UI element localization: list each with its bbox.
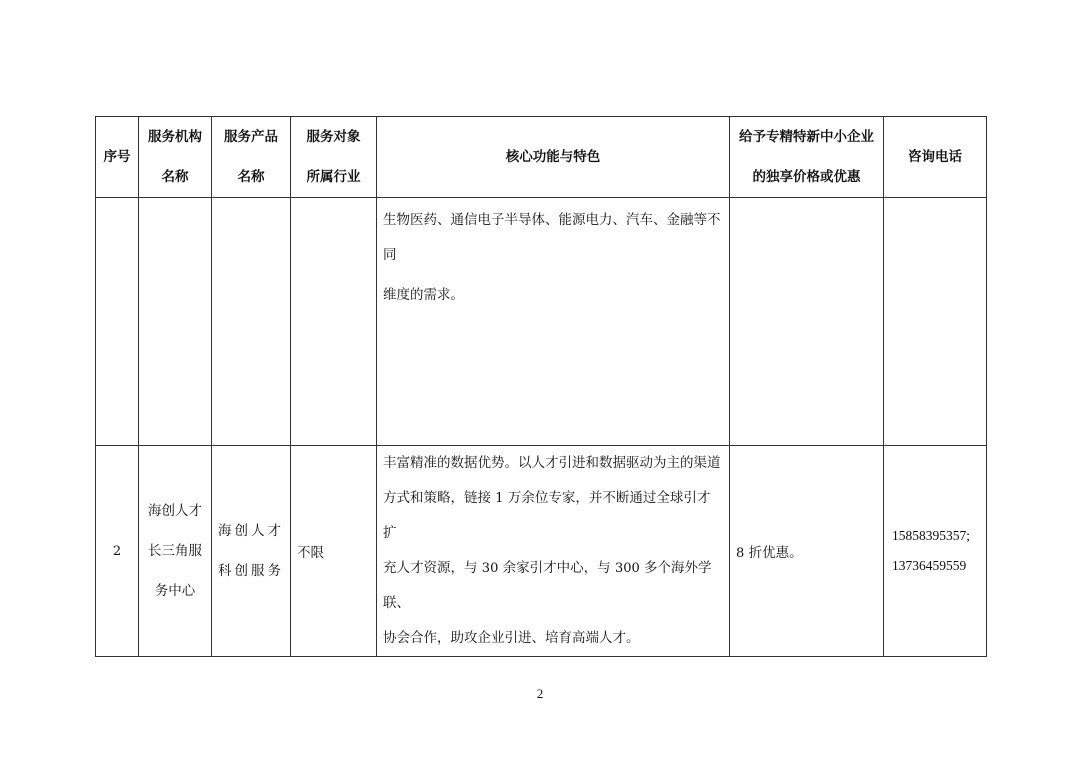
row2-org-line1: 海创人才 [148,503,202,519]
header-industry-line2: 所属行业 [306,169,361,185]
row2-industry-cell [291,446,377,657]
header-product-line2: 名称 [237,169,265,185]
row2-phone-line1: 15858395357; [892,528,971,543]
row2-pref-cell [730,446,884,657]
row1-org-cell [139,198,212,446]
row2-features-line2-b: 万余位专家，并不断通过全球引才扩 [383,490,711,541]
row2-industry-text: 不限 [297,545,324,561]
row2-pref-text [730,541,883,561]
header-org-line2: 名称 [161,169,189,185]
row2-org-cell [139,446,212,657]
table-row [96,446,987,657]
row1-pref-cell [730,198,884,446]
row1-features-line1: 生物医药、通信电子半导体、能源电力、汽车、金融等不同 [383,212,721,263]
row2-pref-label: 折优惠。 [744,545,803,561]
header-row [96,117,987,198]
header-phone: 咨询电话 [884,117,987,198]
row2-features-line2-a: 方式和策略，链接 [383,490,496,506]
row2-pref-num: 8 [736,546,745,561]
header-org-line1: 服务机构 [148,129,202,145]
header-pref-line2: 的独享价格或优惠 [752,169,861,185]
row2-features-line2 [377,481,729,551]
row1-phone-cell [884,198,987,446]
header-product [212,117,291,198]
row2-features-line3 [377,551,729,621]
row2-org-line3: 务中心 [154,583,196,599]
row2-product-line2: 科创服务 [218,563,284,579]
row2-phone-line2: 13736459559 [892,558,967,573]
header-industry-line1: 服务对象 [306,129,361,145]
row2-seq-cell: 2 [96,446,139,657]
row1-features-cell [377,198,730,446]
header-features: 核心功能与特色 [377,117,730,198]
row2-features-line3-num2: 300 [614,561,640,576]
row2-features-line2-num: 1 [495,491,504,506]
row1-product-cell [212,198,291,446]
row2-product-cell [212,446,291,657]
header-preference [730,117,884,198]
header-industry [291,117,377,198]
header-seq: 序号 [96,117,139,198]
row1-industry-cell [291,198,377,446]
row1-seq-cell [96,198,139,446]
row1-features-line2: 维度的需求。 [383,287,464,303]
row2-org-line2: 长三角服 [148,543,202,559]
row2-features-cell [377,446,730,657]
header-product-line1: 服务产品 [224,129,278,145]
row2-phone-cell [884,446,987,657]
row2-product-line1: 海创人才 [218,523,284,539]
row2-features-line4: 协会合作，助攻企业引进、培育高端人才。 [383,630,640,646]
row2-features-line3-b: 余家引才中心，与 [498,560,615,576]
service-table [95,116,987,657]
table-row [96,198,987,446]
row2-features-line3-c: 多个海外学联、 [383,560,712,611]
row2-features-line3-a: 充人才资源，与 [383,560,482,576]
row2-features-line1: 丰富精准的数据优势。以人才引进和数据驱动为主的渠道 [383,455,721,471]
page-number: 2 [536,686,544,701]
row2-features-line3-num1: 30 [481,561,499,576]
header-org [139,117,212,198]
header-pref-line1: 给予专精特新中小企业 [739,129,874,145]
